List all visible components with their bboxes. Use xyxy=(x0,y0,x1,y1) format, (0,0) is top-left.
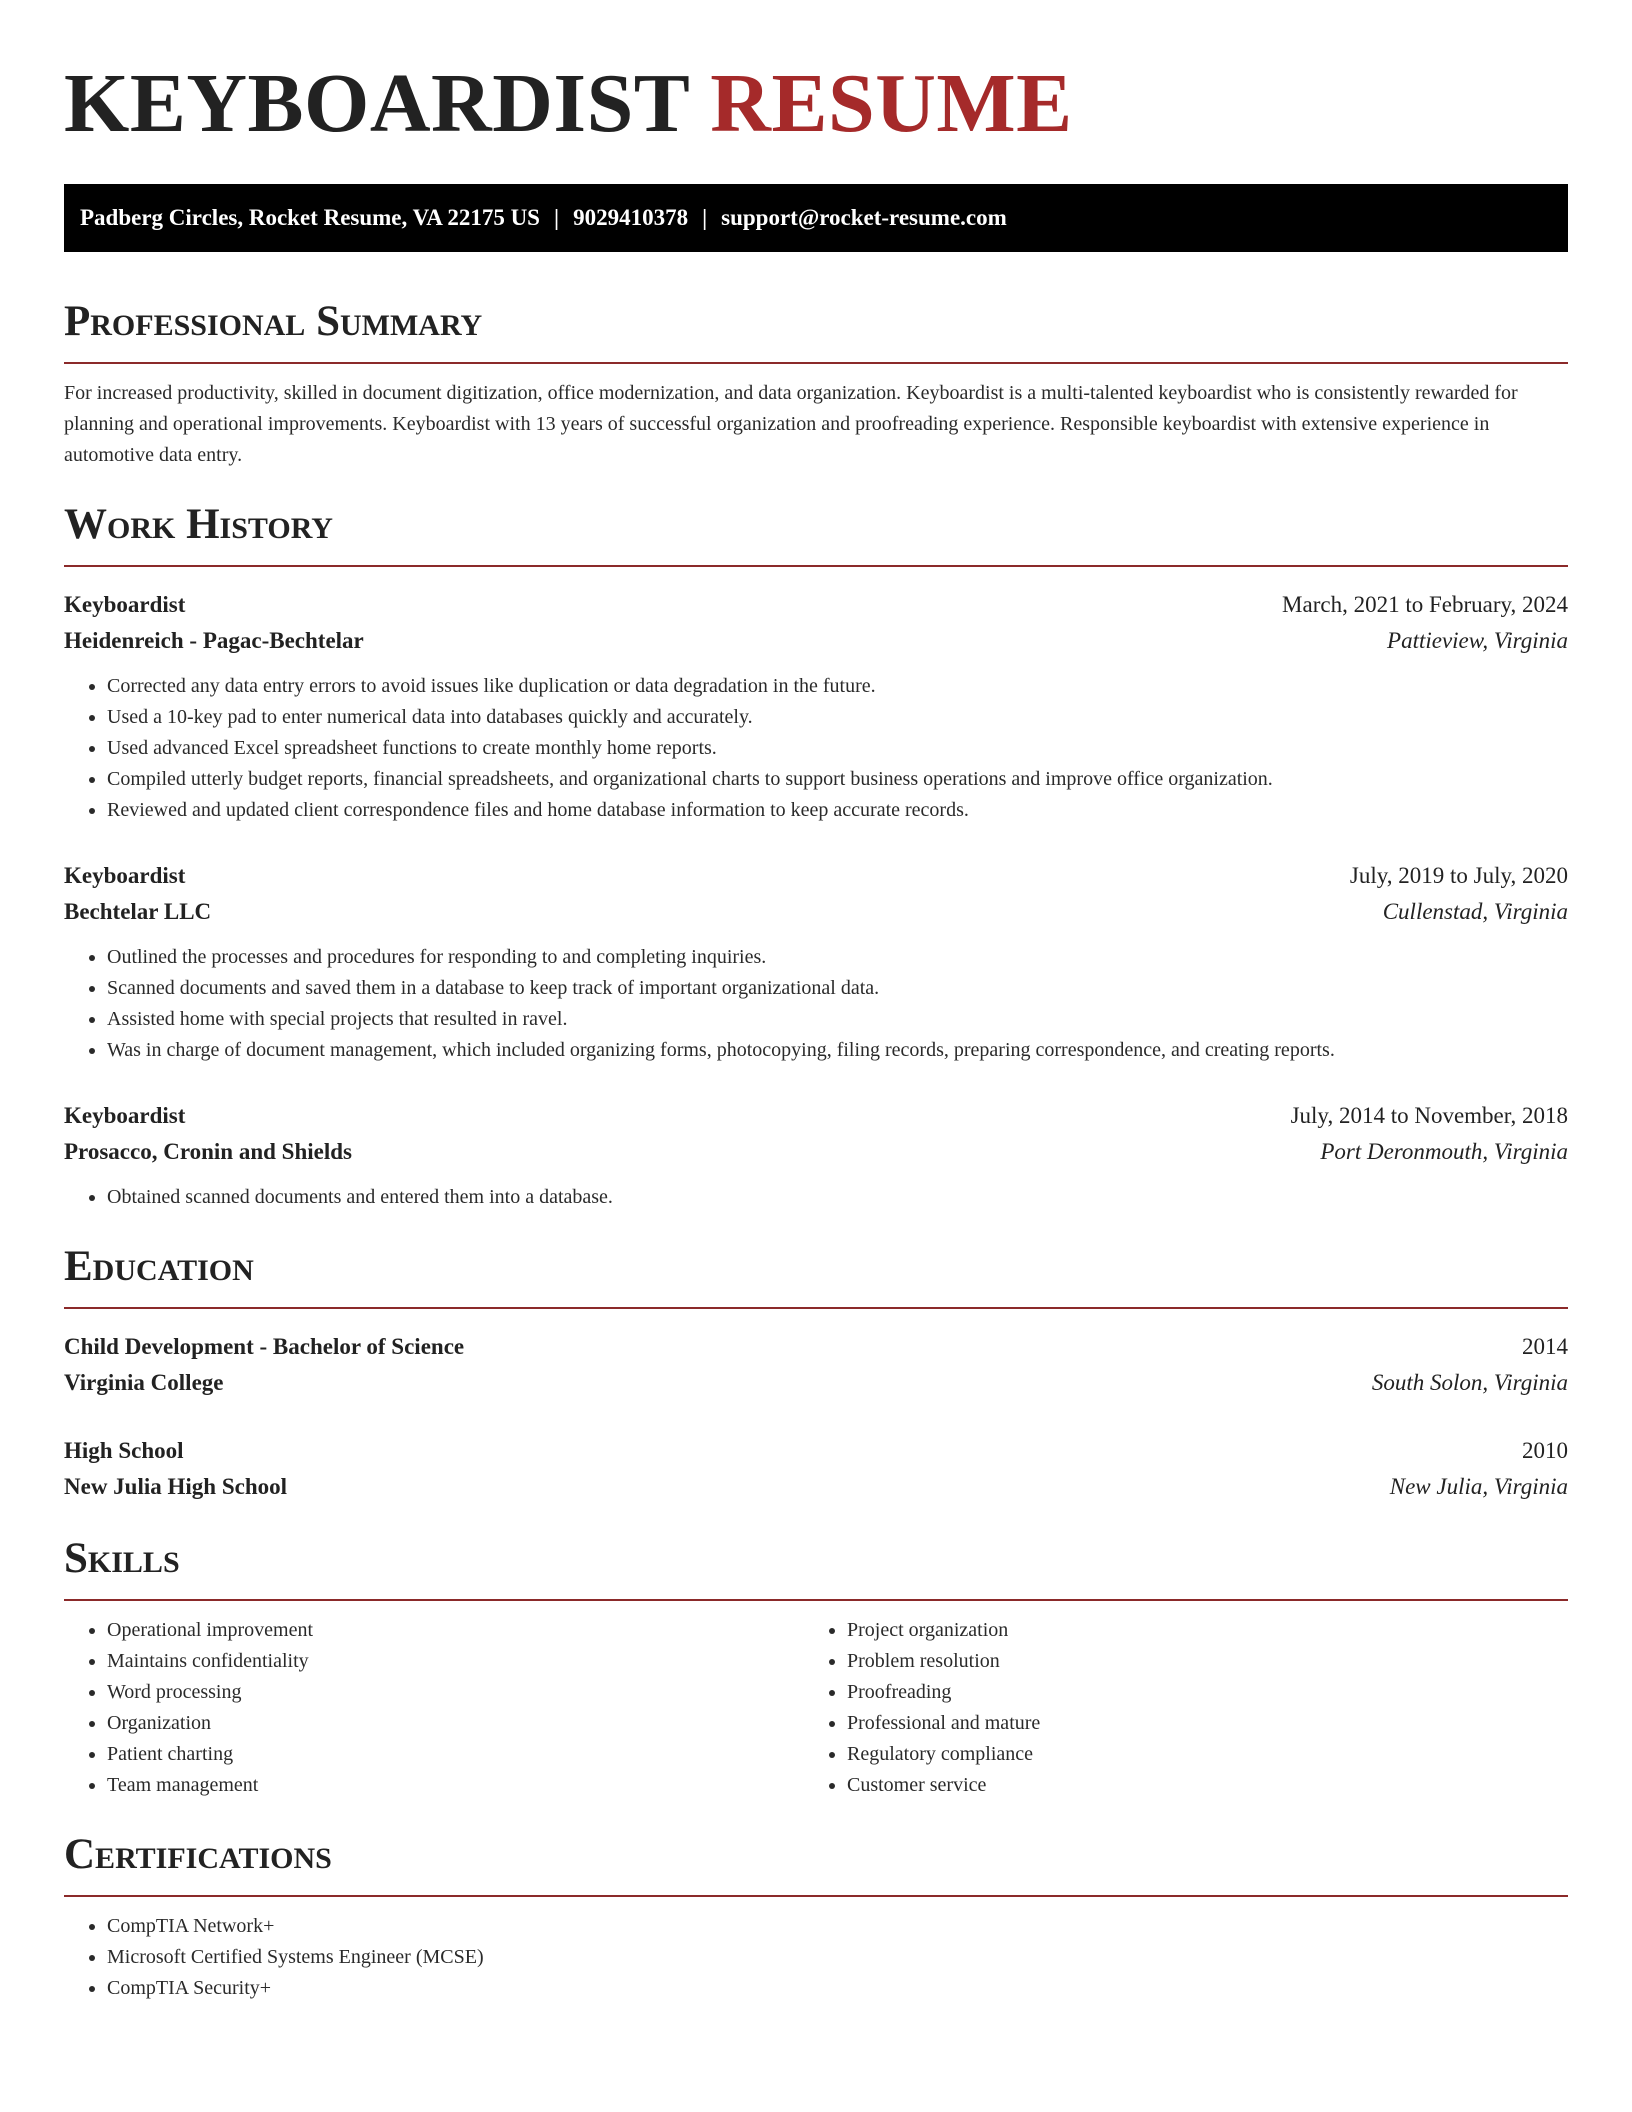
education-section xyxy=(64,1241,1568,1505)
summary-section xyxy=(64,296,1568,471)
job-location: Pattieview, Virginia xyxy=(1387,628,1568,653)
resume-title xyxy=(64,56,1568,152)
contact-address: Padberg Circles, Rocket Resume, VA 22175 US xyxy=(80,205,540,230)
job-company: Prosacco, Cronin and Shields xyxy=(64,1139,352,1164)
work-history-heading: Work History xyxy=(64,499,1568,567)
education-school: Virginia College xyxy=(64,1370,224,1395)
job-title: Keyboardist xyxy=(64,863,186,888)
contact-email[interactable]: support@rocket-resume.com xyxy=(721,205,1007,230)
certifications-section xyxy=(64,1829,1568,2004)
job-dates: July, 2019 to July, 2020 xyxy=(1349,863,1568,888)
certifications-list xyxy=(64,1911,1568,2004)
list-item: • Compiled utterly budget reports, financial spreadsheets, and organizational charts to support business operations and improve office organization. xyxy=(107,764,1568,795)
education-heading: Education xyxy=(64,1241,1568,1309)
education-school: New Julia High School xyxy=(64,1474,288,1499)
list-item: • Scanned documents and saved them in a database to keep track of important organizational data. xyxy=(107,973,1568,1004)
list-item: • Used a 10-key pad to enter numerical data into databases quickly and accurately. xyxy=(107,702,1568,733)
certification-item: • Microsoft Certified Systems Engineer (MCSE) xyxy=(107,1942,1568,1973)
skills-heading: Skills xyxy=(64,1533,1568,1601)
list-item: • Corrected any data entry errors to avoid issues like duplication or data degradation in the future. xyxy=(107,671,1568,702)
skill-item: • Organization xyxy=(107,1708,804,1739)
work-history-section xyxy=(64,499,1568,1213)
job-location: Port Deronmouth, Virginia xyxy=(1320,1139,1568,1164)
skill-item: • Patient charting xyxy=(107,1739,804,1770)
skill-item: • Customer service xyxy=(847,1770,1544,1801)
job-title: Keyboardist xyxy=(64,1103,186,1128)
skill-item: • Operational improvement xyxy=(107,1615,804,1646)
education-entry xyxy=(64,1329,1568,1401)
job-entry xyxy=(64,587,1568,826)
certification-item: • CompTIA Security+ xyxy=(107,1973,1568,2004)
list-item: • Assisted home with special projects that resulted in ravel. xyxy=(107,1004,1568,1035)
education-year: 2014 xyxy=(1522,1334,1568,1359)
job-bullets xyxy=(64,942,1568,1066)
list-item: • Used advanced Excel spreadsheet functions to create monthly home reports. xyxy=(107,733,1568,764)
summary-heading: Professional Summary xyxy=(64,296,1568,364)
list-item: • Obtained scanned documents and entered them into a database. xyxy=(107,1182,1568,1213)
list-item: • Outlined the processes and procedures for responding to and completing inquiries. xyxy=(107,942,1568,973)
job-bullets xyxy=(64,1182,1568,1213)
job-location: Cullenstad, Virginia xyxy=(1382,899,1568,924)
certifications-heading: Certifications xyxy=(64,1829,1568,1897)
skills-section xyxy=(64,1533,1568,1801)
contact-bar xyxy=(64,184,1568,252)
skill-item: • Proofreading xyxy=(847,1677,1544,1708)
education-location: New Julia, Virginia xyxy=(1389,1474,1568,1499)
education-location: South Solon, Virginia xyxy=(1371,1370,1568,1395)
job-entry xyxy=(64,1098,1568,1213)
job-dates: March, 2021 to February, 2024 xyxy=(1282,592,1568,617)
job-title: Keyboardist xyxy=(64,592,186,617)
skill-item: • Maintains confidentiality xyxy=(107,1646,804,1677)
title-accent: RESUME xyxy=(710,57,1073,150)
skills-list-right xyxy=(804,1615,1544,1801)
contact-phone: 9029410378 xyxy=(573,205,689,230)
contact-separator: | xyxy=(702,205,708,230)
skill-item: • Team management xyxy=(107,1770,804,1801)
skill-item: • Problem resolution xyxy=(847,1646,1544,1677)
contact-separator: | xyxy=(553,205,560,230)
job-entry xyxy=(64,858,1568,1066)
education-year: 2010 xyxy=(1522,1438,1568,1463)
skill-item: • Regulatory compliance xyxy=(847,1739,1544,1770)
summary-text: For increased productivity, skilled in document digitization, office modernization, and data organization. Keyboardist is a multi-talented keyboardist who is consistently rewarded for planning and operational improvements. Keyboardist with 13 years of successful organization and proofreading experience. Responsible keyboardist with extensive experience in automotive data entry. xyxy=(64,382,1518,466)
list-item: • Was in charge of document management, which included organizing forms, photocopying, filing records, preparing correspondence, and creating reports. xyxy=(107,1035,1568,1066)
job-bullets xyxy=(64,671,1568,826)
skill-item: • Professional and mature xyxy=(847,1708,1544,1739)
job-company: Bechtelar LLC xyxy=(64,899,212,924)
education-entry xyxy=(64,1433,1568,1505)
education-degree: High School xyxy=(64,1438,184,1463)
skills-columns xyxy=(64,1615,1568,1801)
education-degree: Child Development - Bachelor of Science xyxy=(64,1334,465,1359)
job-company: Heidenreich - Pagac-Bechtelar xyxy=(64,628,364,653)
skill-item: • Project organization xyxy=(847,1615,1544,1646)
skills-list-left xyxy=(64,1615,804,1801)
skill-item: • Word processing xyxy=(107,1677,804,1708)
list-item: • Reviewed and updated client correspondence files and home database information to keep accurate records. xyxy=(107,795,1568,826)
certification-item: • CompTIA Network+ xyxy=(107,1911,1568,1942)
title-main: KEYBOARDIST xyxy=(64,57,689,150)
job-dates: July, 2014 to November, 2018 xyxy=(1290,1103,1568,1128)
